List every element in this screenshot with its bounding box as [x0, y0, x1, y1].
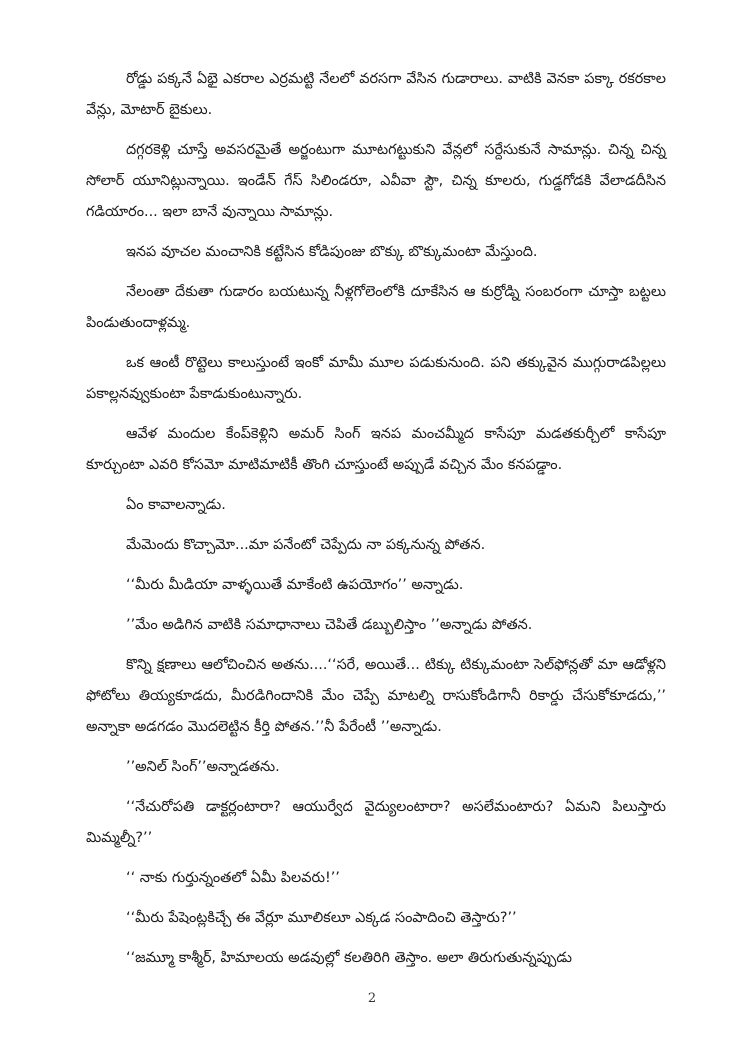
paragraph-9: ‘‘మీరు మీడియా వాళ్ళయితే మాకేంటి ఉపయోగం’’ అన్నాడు. — [126, 577, 464, 593]
paragraph-11: కొన్ని క్షణాలు ఆలోచించిన అతను....‘‘సరే, అయితే... టిక్కు టిక్కుమంటా సెల్‌ఫోన్లతో మా ఆడోళ్లని ఫోటోలు తియ్యకూడదు, మీరడిగిందానికి మేం చెప్పే మాటల్ని రాసుకోండిగానీ రికార్డు చేసుకోకూడదు,’’ అన్నాకా అడగడం మొదలెట్టిన కీర్తి పోతన.’’నీ పేరేంటీ ’’అన్నాడు. — [86, 657, 666, 735]
paragraph-13: ‘‘నేచురోపతి డాక్టర్లంటారా? ఆయుర్వేద వైద్యులంటారా? అసలేమంటారు? ఏమని పిలుస్తారు మిమ్మల్నీ?’’ — [86, 799, 666, 846]
paragraph-7: ఏం కావాలన్నాడు. — [126, 497, 226, 513]
paragraph-15: ‘‘మీరు పేషెంట్లకిచ్చే ఈ వేర్లూ మూలికలూ ఎక్కడ సంపాదించి తెస్తారు?’’ — [126, 910, 517, 926]
paragraph-8: మేమెందు కొచ్చామో...మా పనేంటో చెప్పేదు నా పక్కనున్న పోతన. — [126, 537, 486, 553]
paragraph-10: ’’మేం అడిగిన వాటికి సమాధానాలు చెపితే డబ్బులిస్తాం ’’అన్నాడు పోతన. — [126, 617, 533, 633]
paragraph-16: ‘‘జమ్మూ కాశ్మీర్, హిమాలయ అడవుల్లో కలతిరిగి తెస్తాం. అలా తిరుగుతున్నప్పుడు — [126, 950, 572, 966]
paragraph-2: దగ్గరకెళ్లి చూస్తే అవసరమైతే అర్జంటుగా మూటగట్టుకుని వేన్లలో సర్దేసుకునే సామాన్లు. చిన్న చిన్న సోలార్ యూనిట్లున్నాయి. ఇండేన్ గేస్ సిలిండరూ, ఎవీవా స్టౌ, చిన్న కూలరు, గుడ్డగోడకి వేలాడదీసిన గడియారం... ఇలా బానే వున్నాయి సామాన్లు. — [86, 142, 666, 220]
paragraph-6: ఆవేళ మందుల కేంప్‌కెళ్లిని అమర్ సింగ్ ఇనప మంచమ్మీద కాసేపూ మడతకుర్చీలో కాసేపూ కూర్చుంటా ఎవరి కోసమో మాటిమాటికీ తొంగి చూస్తుంటే అప్పుడే వచ్చిన మేం కనపడ్డాం. — [86, 426, 666, 473]
paragraph-12: ’’అనిల్ సింగ్’’అన్నాడతను. — [126, 759, 280, 775]
paragraph-14: ‘‘ నాకు గుర్తున్నంతలో ఏమీ పిలవరు!’’ — [126, 870, 340, 886]
paragraph-1: రోడ్డు పక్కనే ఏభై ఎకరాల ఎర్రమట్టి నేలలో వరసగా వేసిన గుడారాలు. వాటికి వెనకా పక్కా రకరకాల వేన్లు, మోటార్ బైకులు. — [86, 71, 666, 118]
paragraph-4: నేలంతా దేకుతా గుడారం బయటున్న నీళ్లగోలెంలోకి దూకేసిన ఆ కుర్రోడ్ని సంబరంగా చూస్తా బట్టలు పిండుతుందాళ్లమ్మ. — [86, 284, 666, 331]
document-body — [86, 64, 666, 983]
paragraph-5: ఒక ఆంటీ రొట్టెలు కాలుస్తుంటే ఇంకో మామీ మూల పడుకునుంది. పని తక్కువైన ముగ్గురాడపిల్లలు పకాల్లనవ్వుకుంటా పేకాడుకుంటున్నారు. — [86, 355, 666, 402]
page-number: 2 — [367, 991, 377, 1006]
paragraph-3: ఇనప వూచల మంచానికి కట్టేసిన కోడిపుంజు బొక్కు బొక్కుమంటా మేస్తుంది. — [126, 244, 538, 260]
